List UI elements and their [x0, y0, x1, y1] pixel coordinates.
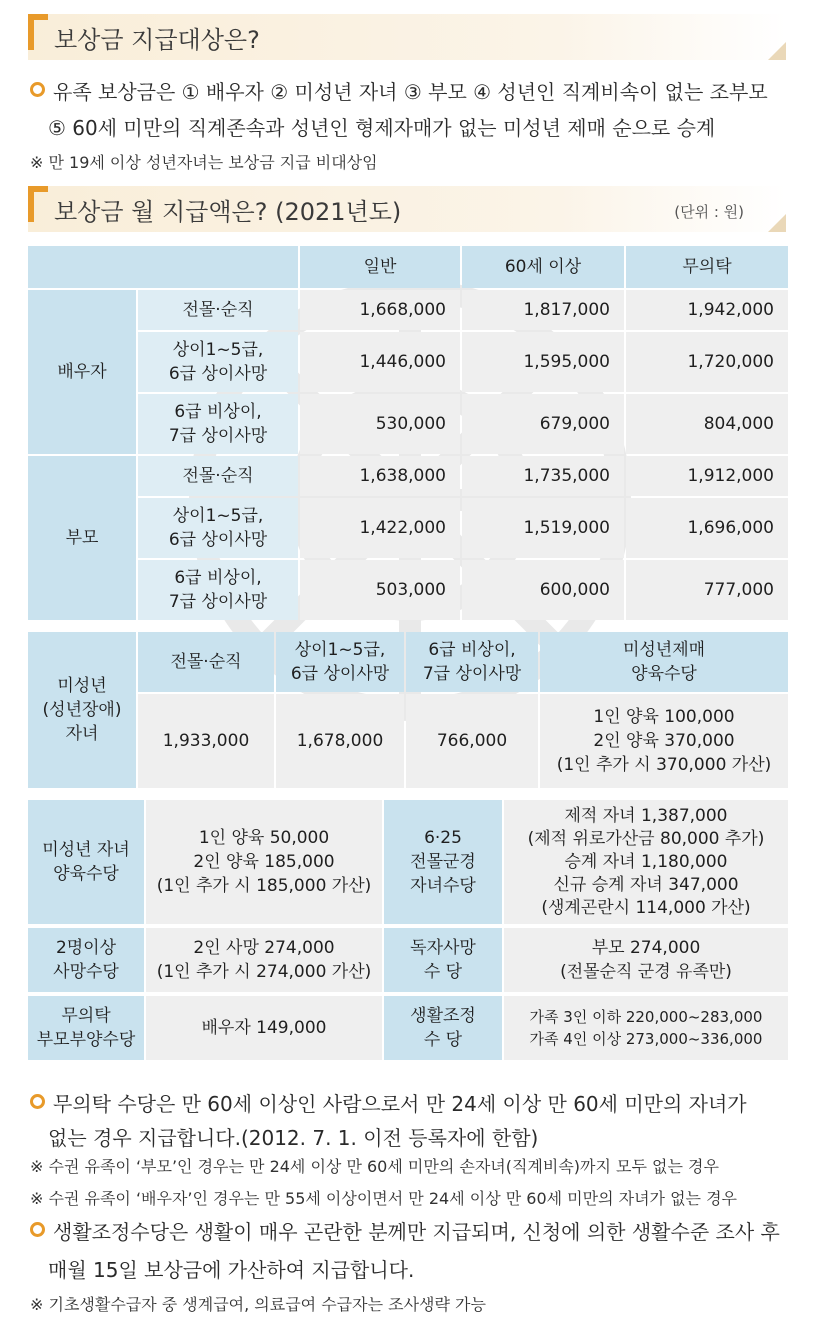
table-cell: 1,933,000 [138, 694, 274, 788]
section-title: 보상금 월 지급액은? (2021년도) [54, 198, 402, 226]
allowance-label: 미성년 자녀 양육수당 [28, 800, 144, 924]
column-header: 전몰·순직 [138, 632, 274, 692]
allowance-label: 생활조정 수 당 [384, 996, 502, 1060]
corner-decoration [768, 214, 786, 232]
section-header-amounts [28, 186, 786, 232]
table-cell: 1,817,000 [462, 290, 624, 330]
corner-decoration [768, 42, 786, 60]
section-title: 보상금 지급대상은? [54, 26, 260, 54]
table-cell: 530,000 [300, 394, 460, 454]
table-cell: 1,519,000 [462, 498, 624, 558]
section-header-eligibility [28, 14, 786, 60]
column-header: 미성년제매 양육수당 [540, 632, 788, 692]
allowance-value: 가족 3인 이하 220,000~283,000 가족 4인 이상 273,000~336,000 [504, 996, 788, 1060]
table-cell: 600,000 [462, 560, 624, 620]
allowance-label: 무의탁 부모부양수당 [28, 996, 144, 1060]
eligibility-text-line1: 유족 보상금은 ① 배우자 ② 미성년 자녀 ③ 부모 ④ 성년인 직계비속이 없는 조부모 [30, 76, 768, 105]
unit-label: (단위 : 원) [674, 203, 744, 221]
group-label-minor-children: 미성년 (성년장애) 자녀 [28, 632, 136, 788]
allowance-value: 배우자 149,000 [146, 996, 382, 1060]
bracket-decoration [28, 14, 48, 50]
footer-bullet2-line1: 생활조정수당은 생활이 매우 곤란한 분께만 지급되며, 신청에 의한 생활수준 조사 후 [30, 1216, 780, 1245]
bullet-icon [30, 1094, 45, 1109]
table-cell: 679,000 [462, 394, 624, 454]
table-cell: 804,000 [626, 394, 788, 454]
table-cell: 1,422,000 [300, 498, 460, 558]
row-label: 6급 비상이, 7급 상이사망 [138, 394, 298, 454]
table-cell: 1,638,000 [300, 456, 460, 496]
table-cell: 503,000 [300, 560, 460, 620]
bullet-icon [30, 1222, 45, 1237]
footer-note3: ※ 기초생활수급자 중 생계급여, 의료급여 수급자는 조사생략 가능 [30, 1295, 486, 1314]
footer-bullet2-line2: 매월 15일 보상금에 가산하여 지급합니다. [48, 1258, 415, 1282]
column-header: 일반 [300, 246, 460, 288]
table-cell: 1,595,000 [462, 332, 624, 392]
table-corner-cell [28, 246, 298, 288]
column-header: 60세 이상 [462, 246, 624, 288]
table-cell: 1,446,000 [300, 332, 460, 392]
table-cell: 777,000 [626, 560, 788, 620]
table-cell: 1인 양육 100,000 2인 양육 370,000 (1인 추가 시 370,000 가산) [540, 694, 788, 788]
column-header: 무의탁 [626, 246, 788, 288]
group-label-parents: 부모 [28, 456, 136, 620]
table-cell: 1,696,000 [626, 498, 788, 558]
footer-note2: ※ 수권 유족이 ‘배우자’인 경우는 만 55세 이상이면서 만 24세 이상 만 60세 미만의 자녀가 없는 경우 [30, 1189, 737, 1208]
table-cell: 1,668,000 [300, 290, 460, 330]
allowance-value: 제적 자녀 1,387,000 (제적 위로가산금 80,000 추가) 승계 자녀 1,180,000 신규 승계 자녀 347,000 (생계곤란시 114,000 가산) [504, 800, 788, 924]
allowance-label: 2명이상 사망수당 [28, 928, 144, 992]
table-cell: 1,942,000 [626, 290, 788, 330]
row-label: 6급 비상이, 7급 상이사망 [138, 560, 298, 620]
eligibility-text-line2: ⑤ 60세 미만의 직계존속과 성년인 형제자매가 없는 미성년 제매 순으로 승계 [48, 116, 716, 140]
allowance-value: 부모 274,000 (전몰순직 군경 유족만) [504, 928, 788, 992]
table-cell: 1,720,000 [626, 332, 788, 392]
group-label-spouse: 배우자 [28, 290, 136, 454]
bracket-decoration [28, 186, 48, 222]
bullet-icon [30, 82, 45, 97]
table-cell: 1,735,000 [462, 456, 624, 496]
footer-bullet1-line1: 무의탁 수당은 만 60세 이상인 사람으로서 만 24세 이상 만 60세 미만의 자녀가 [30, 1088, 747, 1117]
eligibility-note: ※ 만 19세 이상 성년자녀는 보상금 지급 비대상임 [30, 153, 378, 172]
allowance-value: 1인 양육 50,000 2인 양육 185,000 (1인 추가 시 185,000 가산) [146, 800, 382, 924]
footer-note1: ※ 수권 유족이 ‘부모’인 경우는 만 24세 이상 만 60세 미만의 손자녀(직계비속)까지 모두 없는 경우 [30, 1157, 719, 1176]
footer-bullet1-line2: 없는 경우 지급합니다.(2012. 7. 1. 이전 등록자에 한함) [48, 1126, 539, 1150]
table-cell: 766,000 [406, 694, 538, 788]
row-label: 전몰·순직 [138, 456, 298, 496]
row-label: 상이1~5급, 6급 상이사망 [138, 332, 298, 392]
allowance-value: 2인 사망 274,000 (1인 추가 시 274,000 가산) [146, 928, 382, 992]
column-header: 상이1~5급, 6급 상이사망 [276, 632, 404, 692]
allowance-label: 독자사망 수 당 [384, 928, 502, 992]
table-cell: 1,912,000 [626, 456, 788, 496]
row-label: 전몰·순직 [138, 290, 298, 330]
column-header: 6급 비상이, 7급 상이사망 [406, 632, 538, 692]
allowance-label: 6·25 전몰군경 자녀수당 [384, 800, 502, 924]
row-label: 상이1~5급, 6급 상이사망 [138, 498, 298, 558]
table-cell: 1,678,000 [276, 694, 404, 788]
